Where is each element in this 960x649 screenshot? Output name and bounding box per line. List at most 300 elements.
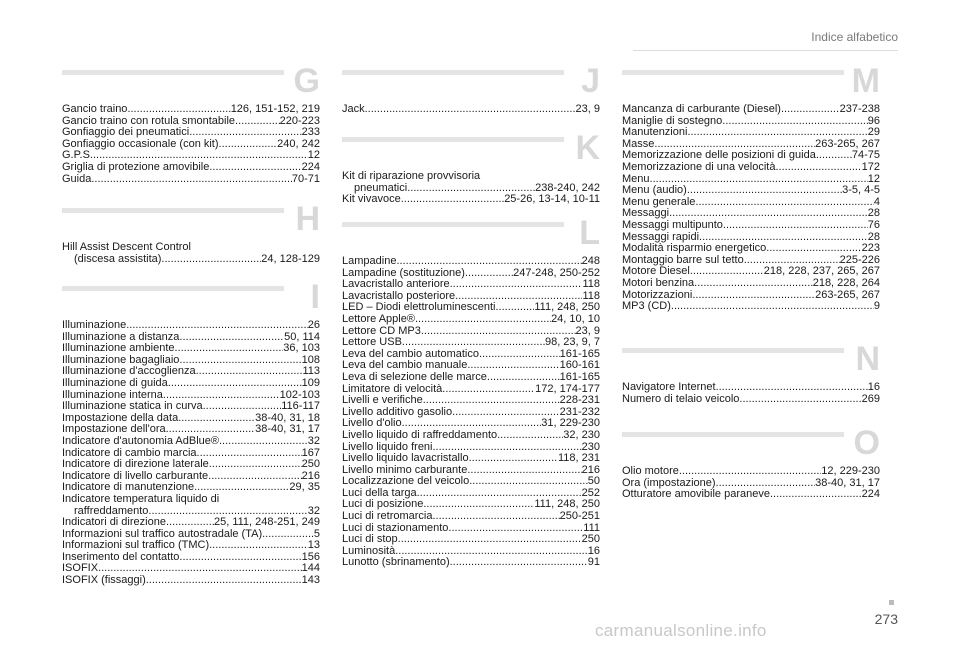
index-entry-pages: 247-248, 250-252	[513, 266, 600, 279]
index-entry-term: Illuminazione bagagliaio	[62, 353, 180, 366]
section-header	[342, 62, 600, 100]
index-entry-term: Lettore Apple®	[342, 312, 415, 325]
index-entry-pages: 218, 228, 264	[812, 276, 880, 289]
dot-leader	[209, 459, 302, 471]
index-entry-pages: 109	[301, 376, 320, 389]
dot-leader	[262, 529, 314, 541]
dot-leader	[209, 162, 301, 174]
index-entry-pages: 161-165	[559, 347, 600, 360]
index-entry-term: Hill Assist Descent Control	[62, 241, 191, 253]
index-entry	[622, 243, 880, 255]
corner-marker	[889, 600, 894, 605]
index-entry-term: Lunotto (sbrinamento)	[342, 556, 450, 569]
dot-leader	[497, 430, 563, 442]
dot-leader	[469, 453, 558, 465]
index-entry	[62, 436, 320, 448]
index-entry-term: Kit di riparazione provvisoria	[342, 170, 481, 182]
index-entry-term: Indicatore temperatura liquido di	[62, 492, 220, 505]
index-entry	[622, 185, 880, 197]
index-entry-pages: 116-117	[281, 400, 320, 413]
index-entry-term: Luci della targa	[342, 486, 417, 499]
index-entry-pages: 228-231	[559, 394, 600, 407]
index-entry-term: Gancio traino con rotula smontabile	[62, 114, 236, 127]
dot-leader	[179, 552, 301, 564]
dot-leader	[203, 401, 282, 413]
index-entry-term: Gonfiaggio dei pneumatici	[62, 126, 190, 139]
index-entry	[342, 511, 600, 523]
index-entry-list	[62, 104, 320, 185]
index-entry-term: Informazioni sul traffico autostradale (TA)	[62, 527, 263, 540]
dot-leader	[398, 534, 582, 546]
index-entry-term: Livello liquido di raffreddamento	[342, 428, 498, 441]
index-entry-pages: 76	[867, 218, 880, 231]
index-entry	[62, 162, 320, 174]
dot-leader	[467, 465, 581, 477]
index-entry-pages: 216	[301, 469, 320, 482]
index-entry-pages: 172, 174-177	[535, 382, 600, 395]
index-entry-pages: 118	[582, 278, 600, 291]
index-entry-pages: 28	[867, 230, 880, 243]
page-number: 273	[874, 611, 898, 627]
index-entry-pages: 231-232	[559, 405, 600, 418]
index-entry-term: Localizzazione del veicolo	[342, 475, 470, 488]
index-entry-term: Lampadine (sostituzione)	[342, 266, 465, 279]
index-entry-term: Luci di posizione	[342, 498, 424, 511]
section-n	[622, 340, 880, 405]
index-entry-term: Illuminazione interna	[62, 388, 163, 401]
index-entry-pages: 263-265, 267	[815, 137, 880, 150]
index-entry-term: Livello minimo carburante	[342, 463, 468, 476]
dot-leader	[692, 290, 815, 302]
index-entry-pages: 233	[301, 126, 320, 139]
dot-leader	[196, 366, 303, 378]
index-entry	[62, 242, 320, 254]
index-entry-term: Illuminazione ambiente	[62, 342, 175, 355]
index-entry-pages: 143	[301, 574, 320, 587]
index-entry-term: Indicatore di cambio marcia	[62, 446, 197, 459]
index-entry-term: Impostazione della data	[62, 411, 179, 424]
index-entry-term: G.P.S.	[62, 149, 93, 162]
dot-leader	[208, 471, 302, 483]
index-entry-term: Motore Diesel	[622, 265, 690, 278]
index-entry-pages: 269	[861, 392, 880, 405]
index-entry-list	[622, 104, 880, 313]
index-entry-term: Livello liquido freni	[342, 440, 433, 453]
index-entry	[62, 459, 320, 471]
index-entry-term: Livelli e verifiche	[342, 394, 423, 407]
dot-leader	[401, 194, 504, 206]
index-entry-pages: 252	[581, 486, 600, 499]
dot-leader	[766, 243, 861, 255]
dot-leader	[168, 378, 302, 390]
index-entry-term: Leva del cambio automatico	[342, 347, 479, 360]
index-entry-term: Livello additivo gasolio	[342, 405, 453, 418]
index-entry-pages: 16	[867, 381, 880, 393]
index-entry	[62, 378, 320, 390]
dot-leader	[219, 436, 308, 448]
dot-leader	[219, 139, 278, 151]
index-entry-term: Indicatore d'autonomia AdBlue®	[62, 434, 219, 447]
index-entry-term: Memorizzazione di una velocità	[622, 160, 776, 173]
index-entry-list	[342, 256, 600, 569]
index-entry	[622, 220, 880, 232]
dot-leader	[487, 372, 560, 384]
index-entry-pages: 31, 229-230	[541, 417, 600, 430]
index-entry-list	[342, 104, 600, 116]
index-entry-term: Indicatori di direzione	[62, 516, 166, 529]
index-entry	[62, 320, 320, 332]
section-header	[342, 214, 600, 252]
section-divider	[622, 70, 880, 75]
index-entry-pages: 98, 23, 9, 7	[544, 336, 600, 349]
dot-leader	[209, 540, 308, 552]
index-entry-term: Kit vivavoce	[342, 193, 401, 206]
index-entry-list	[342, 171, 600, 206]
index-entry-term: Illuminazione di guida	[62, 376, 168, 389]
index-entry	[342, 104, 600, 116]
index-entry	[342, 194, 600, 206]
index-entry-pages: 250	[581, 533, 600, 546]
index-entry-pages: 36, 103	[283, 342, 320, 355]
index-entry-term: Indicatore di direzione laterale	[62, 458, 209, 471]
index-entry-pages: 9	[873, 300, 880, 313]
index-entry-term: Menu generale	[622, 195, 696, 208]
dot-leader	[415, 314, 551, 326]
index-entry-pages: 238-240, 242	[535, 181, 600, 194]
dot-leader	[687, 185, 842, 197]
index-entry	[62, 174, 320, 186]
dot-leader	[739, 394, 861, 406]
dot-leader	[781, 104, 840, 116]
index-entry-term: Leva di selezione delle marce	[342, 370, 487, 383]
index-entry-term: Gonfiaggio occasionale (con kit)	[62, 137, 219, 150]
index-entry	[622, 382, 880, 394]
section-h	[62, 200, 320, 265]
index-entry-term: Maniglie di sostegno	[622, 114, 723, 127]
index-entry-pages: 161-165	[559, 370, 600, 383]
index-entry-term: Menu	[622, 172, 650, 185]
dot-leader	[479, 349, 560, 361]
dot-leader	[126, 320, 308, 332]
index-entry-term: (discesa assistita)	[74, 252, 162, 265]
index-entry	[342, 453, 600, 465]
index-entry-pages: 144	[301, 562, 320, 575]
index-entry	[622, 162, 880, 174]
index-entry-pages: 167	[301, 446, 320, 459]
index-entry-pages: 23, 9	[575, 324, 600, 337]
index-entry-pages: 250-251	[559, 510, 600, 523]
index-entry-list	[62, 242, 320, 265]
index-entry-pages: 12, 229-230	[821, 465, 880, 477]
index-entry-pages: 160-161	[559, 359, 600, 372]
section-divider	[622, 432, 880, 437]
index-entry	[62, 494, 320, 506]
dot-leader	[465, 268, 513, 280]
dot-leader	[146, 575, 302, 587]
section-divider	[62, 70, 320, 75]
index-entry-term: Impostazione dell'ora	[62, 423, 166, 436]
index-entry-pages: 23, 9	[575, 103, 600, 115]
index-entry-pages: 29	[867, 126, 880, 139]
section-divider	[342, 137, 600, 142]
index-entry-term: Livello d'olio	[342, 417, 402, 430]
index-entry-pages: 32, 230	[563, 428, 600, 441]
dot-leader	[694, 278, 813, 290]
dot-leader	[723, 220, 868, 232]
dot-leader	[365, 104, 576, 116]
index-entry	[622, 301, 880, 313]
dot-leader	[175, 343, 284, 355]
index-entry-pages: 113	[302, 365, 320, 378]
index-entry-pages: 50, 114	[284, 330, 320, 343]
section-header	[62, 278, 320, 316]
index-entry-pages: 38-40, 31, 17	[815, 476, 880, 489]
index-entry-pages: 4	[873, 195, 880, 208]
section-divider	[62, 286, 320, 291]
index-entry-term: Griglia di protezione amovibile	[62, 160, 210, 173]
index-entry-term: Limitatore di velocità	[342, 382, 443, 395]
index-entry-term: Messaggi rapidi	[622, 230, 700, 243]
index-entry-term: Luci di stop	[342, 533, 398, 546]
index-entry-pages: 102-103	[279, 388, 320, 401]
index-entry-term: Illuminazione statica in curva	[62, 400, 203, 413]
section-divider	[342, 70, 600, 75]
index-entry	[62, 401, 320, 413]
index-entry-pages: 263-265, 267	[815, 288, 880, 301]
section-header	[62, 200, 320, 238]
dot-leader	[396, 256, 581, 268]
index-entry-term: Olio motore	[622, 465, 679, 477]
index-entry	[342, 430, 600, 442]
index-entry-term: Otturatore amovibile paraneve	[622, 488, 770, 501]
index-entry-pages: 32	[307, 504, 320, 517]
index-entry-pages: 111	[583, 521, 600, 534]
index-entry-pages: 118, 231	[557, 452, 600, 465]
index-entry-pages: 16	[587, 544, 600, 557]
dot-leader	[127, 104, 230, 116]
index-entry	[622, 394, 880, 406]
index-entry-pages: 218, 228, 237, 265, 267	[763, 265, 880, 278]
index-entry-term: MP3 (CD)	[622, 300, 671, 313]
index-entry-term: Lavacristallo posteriore	[342, 289, 456, 302]
index-entry-list	[622, 466, 880, 501]
index-entry-pages: 5	[313, 527, 320, 540]
index-entry-term: Indicatore di manutenzione	[62, 481, 195, 494]
section-i	[62, 278, 320, 587]
index-entry-term: Motori benzina	[622, 276, 695, 289]
index-entry-term: Navigatore Internet	[622, 381, 716, 393]
index-entry-term: Menu (audio)	[622, 184, 687, 197]
index-entry-pages: 250	[301, 458, 320, 471]
index-entry-term: Guida	[62, 172, 92, 185]
index-entry-pages: 111, 248, 250	[534, 498, 600, 511]
index-entry-term: Manutenzioni	[622, 126, 688, 139]
index-entry-pages: 32	[307, 434, 320, 447]
index-entry	[62, 254, 320, 266]
index-entry-term: Motorizzazioni	[622, 288, 693, 301]
index-entry-pages: 225-226	[839, 253, 880, 266]
index-entry-pages: 12	[867, 172, 880, 185]
index-entry-term: Informazioni sul traffico (TMC)	[62, 539, 210, 552]
index-entry	[622, 104, 880, 116]
section-letter: O	[844, 424, 880, 462]
dot-leader	[716, 382, 868, 394]
watermark: carmanualsonline.info	[595, 621, 767, 640]
index-entry-pages: 29, 35	[289, 481, 320, 494]
index-entry-pages: 25, 111, 248-251, 249	[213, 516, 320, 529]
dot-leader	[450, 279, 583, 291]
index-entry-term: Inserimento del contatto	[62, 550, 180, 563]
index-entry	[342, 395, 600, 407]
dot-leader	[91, 174, 292, 186]
index-entry-pages: 220-223	[279, 114, 320, 127]
section-header	[622, 340, 880, 378]
index-entry	[622, 466, 880, 478]
index-entry-pages: 26	[307, 319, 320, 331]
index-entry-term: Luci di retromarcia	[342, 510, 433, 523]
section-letter: J	[564, 62, 600, 100]
index-entry-term: Luminosità	[342, 544, 396, 557]
dot-leader	[402, 337, 545, 349]
index-entry-pages: 74-75	[851, 149, 880, 162]
index-entry-term: Modalità risparmio energetico	[622, 242, 767, 255]
index-entry-term: Luci di stazionamento	[342, 521, 449, 534]
index-entry-pages: 216	[581, 463, 600, 476]
index-entry-term: Numero di telaio veicolo	[622, 392, 740, 405]
index-entry	[622, 489, 880, 501]
section-j	[342, 62, 600, 116]
header-divider	[633, 50, 898, 51]
section-divider	[62, 208, 320, 213]
index-entry-term: Lettore USB	[342, 336, 402, 349]
index-entry-pages: 126, 151-152, 219	[230, 103, 320, 115]
dot-leader	[197, 448, 302, 460]
dot-leader	[671, 301, 874, 313]
index-entry-term: Mancanza di carburante (Diesel)	[622, 103, 781, 115]
section-m	[622, 62, 880, 313]
index-entry-term: Livello liquido lavacristallo	[342, 452, 469, 465]
dot-leader	[770, 489, 862, 501]
section-letter: I	[284, 278, 320, 316]
section-divider	[622, 348, 880, 353]
index-entry-list	[622, 382, 880, 405]
index-entry-term: Illuminazione a distanza	[62, 330, 180, 343]
section-header	[342, 129, 600, 167]
section-letter: H	[284, 200, 320, 238]
section-letter: M	[844, 62, 880, 100]
index-entry-pages: 156	[301, 550, 320, 563]
index-entry-pages: 70-71	[291, 172, 320, 185]
index-entry-pages: 248	[581, 255, 600, 267]
index-entry-pages: 28	[867, 207, 880, 220]
section-letter: K	[564, 129, 600, 167]
dot-leader	[423, 499, 534, 511]
index-entry-pages: 224	[301, 160, 320, 173]
index-entry-pages: 224	[861, 488, 880, 501]
dot-leader	[432, 511, 559, 523]
index-entry-term: raffreddamento	[74, 504, 149, 517]
index-entry	[62, 575, 320, 587]
index-entry	[342, 314, 600, 326]
index-entry-pages: 3-5, 4-5	[842, 184, 880, 197]
dot-leader	[423, 395, 560, 407]
index-entry-pages: 38-40, 31, 17	[255, 423, 320, 436]
index-entry-pages: 91	[587, 556, 600, 569]
index-entry-term: ISOFIX (fissaggi)	[62, 574, 146, 587]
index-entry-pages: 50	[587, 475, 600, 488]
dot-leader	[179, 355, 301, 367]
dot-leader	[235, 116, 280, 128]
dot-leader	[469, 476, 588, 488]
index-entry-pages: 237-238	[839, 103, 880, 115]
section-letter: G	[284, 62, 320, 100]
index-entry	[342, 557, 600, 569]
index-entry	[62, 552, 320, 564]
dot-leader	[495, 302, 534, 314]
header-title: Indice alfabetico	[811, 30, 898, 44]
section-k	[342, 129, 600, 206]
index-entry-term: Lavacristallo anteriore	[342, 278, 450, 291]
index-entry	[62, 517, 320, 529]
index-entry-term: Messaggi multipunto	[622, 218, 723, 231]
index-entry-pages: 24, 128-129	[261, 252, 320, 265]
index-entry-term: Messaggi	[622, 207, 670, 220]
section-header	[622, 62, 880, 100]
index-entry-term: Memorizzazione delle posizioni di guida	[622, 149, 816, 162]
index-entry-pages: 13	[307, 539, 320, 552]
index-entry-pages: 111, 248, 250	[534, 301, 600, 314]
section-divider	[342, 222, 600, 227]
dot-leader	[722, 116, 867, 128]
section-letter: N	[844, 340, 880, 378]
dot-leader	[679, 466, 821, 478]
index-entry-pages: 38-40, 31, 18	[255, 411, 320, 424]
dot-leader	[690, 266, 764, 278]
dot-leader	[695, 197, 873, 209]
index-entry-pages: 118	[582, 289, 600, 302]
dot-leader	[775, 162, 861, 174]
index-entry-list	[62, 320, 320, 587]
index-entry-term: Jack	[342, 103, 365, 115]
index-entry-term: Lampadine	[342, 255, 397, 267]
index-entry-term: pneumatici	[354, 181, 408, 194]
index-entry-term: Leva del cambio manuale	[342, 359, 468, 372]
index-entry-pages: 24, 10, 10	[551, 312, 600, 325]
index-entry	[342, 372, 600, 384]
index-entry-pages: 172	[861, 160, 880, 173]
index-entry-term: Lettore CD MP3	[342, 324, 421, 337]
index-entry	[342, 171, 600, 183]
index-entry-pages: 223	[861, 242, 880, 255]
index-entry-term: ISOFIX	[62, 562, 99, 575]
index-entry	[622, 278, 880, 290]
index-entry	[62, 104, 320, 116]
dot-leader	[450, 557, 588, 569]
dot-leader	[448, 523, 583, 535]
index-entry-term: Ora (impostazione)	[622, 476, 716, 489]
index-entry-term: Masse	[622, 137, 655, 150]
index-entry	[342, 256, 600, 268]
index-entry-pages: 108	[301, 353, 320, 366]
index-entry-pages: 96	[867, 114, 880, 127]
dot-leader	[178, 413, 255, 425]
section-g	[62, 62, 320, 185]
index-entry-pages: 240, 242	[277, 137, 320, 150]
section-o	[622, 424, 880, 501]
dot-leader	[816, 150, 852, 162]
dot-leader	[179, 332, 284, 344]
section-header	[622, 424, 880, 462]
